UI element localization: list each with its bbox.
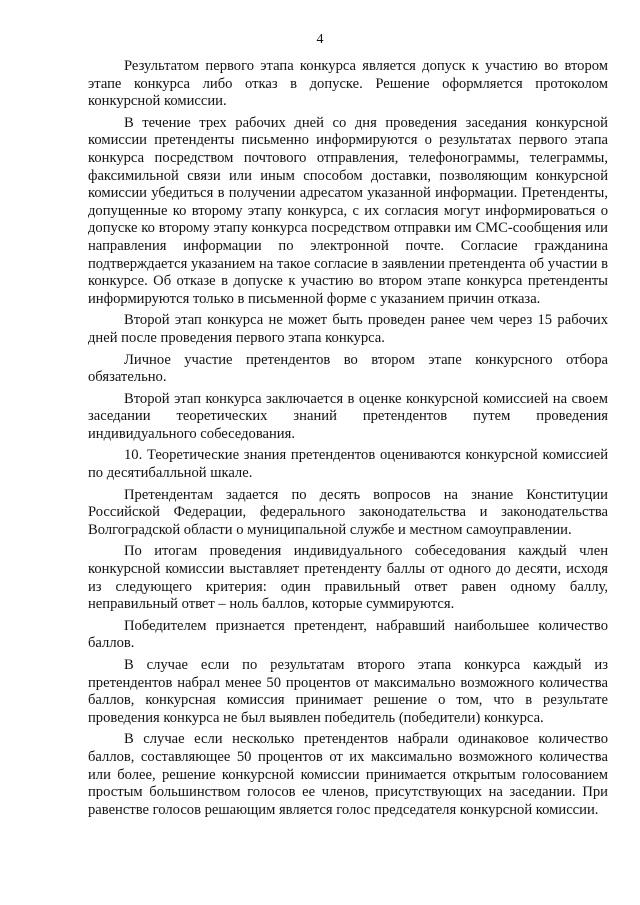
paragraph-notification: В течение трех рабочих дней со дня проведения заседания конкурсной комиссии претенденты письменно информируются о результатах первого этапа конкурса посредством почтового отправления, телефонограммы, телеграммы, факсимильной связи или иным способом доставки, позволяющим конкурсной комиссии убедиться в получении адресатом указанной информации. Претенденты, допущенные ко второму этапу конкурса, с их согласия могут информироваться о допуске ко второму этапу конкурса посредством отправки им СМС-сообщения или направления информации по электронной почте. Согласие гражданина подтверждается указанием на такое согласие в заявлении претендента об участии в конкурсе. Об отказе в допуске к участию во втором этапе конкурса претенденты информируются только в письменной форме с указанием причин отказа. <box>88 114 608 307</box>
paragraph-questions: Претендентам задается по десять вопросов на знание Конституции Российской Федерации, федерального законодательства и законодательства Волгоградской области о муниципальной службе и местном самоуправлении. <box>88 486 608 538</box>
document-body <box>88 58 608 823</box>
paragraph-second-stage-timing: Второй этап конкурса не может быть проведен ранее чем через 15 рабочих дней после проведения первого этапа конкурса. <box>88 312 608 346</box>
paragraph-scoring: По итогам проведения индивидуального собеседования каждый член конкурсной комиссии выставляет претенденту баллы от одного до десяти, исходя из следующего критерия: один правильный ответ равен одному баллу, неправильный ответ – ноль баллов, которые суммируются. <box>88 543 608 613</box>
paragraph-tie: В случае если несколько претендентов набрали одинаковое количество баллов, составляющее 50 процентов от их максимально возможного количества или более, решение конкурсной комиссии принимается открытым голосованием простым большинством голосов ее членов, присутствующих на заседании. При равенстве голосов решающим является голос председателя конкурсной комиссии. <box>88 731 608 818</box>
paragraph-first-stage-result: Результатом первого этапа конкурса является допуск к участию во втором этапе конкурса либо отказ в допуске. Решение оформляется протоколом конкурсной комиссии. <box>88 58 608 110</box>
paragraph-item-10: 10. Теоретические знания претендентов оцениваются конкурсной комиссией по десятибалльной шкале. <box>88 447 608 482</box>
paragraph-winner: Победителем признается претендент, набравший наибольшее количество баллов. <box>88 617 608 652</box>
paragraph-second-stage-content: Второй этап конкурса заключается в оценке конкурсной комиссией на своем заседании теоретических знаний претендентов путем проведения индивидуального собеседования. <box>88 390 608 442</box>
page-number: 4 <box>316 32 324 47</box>
paragraph-no-winner: В случае если по результатам второго этапа конкурса каждый из претендентов набрал менее 50 процентов от максимально возможного количества баллов, конкурсная комиссия принимает решение о том, что в результате проведения конкурса не был выявлен победитель (победители) конкурса. <box>88 657 608 726</box>
paragraph-personal-participation: Личное участие претендентов во втором этапе конкурсного отбора обязательно. <box>88 351 608 386</box>
